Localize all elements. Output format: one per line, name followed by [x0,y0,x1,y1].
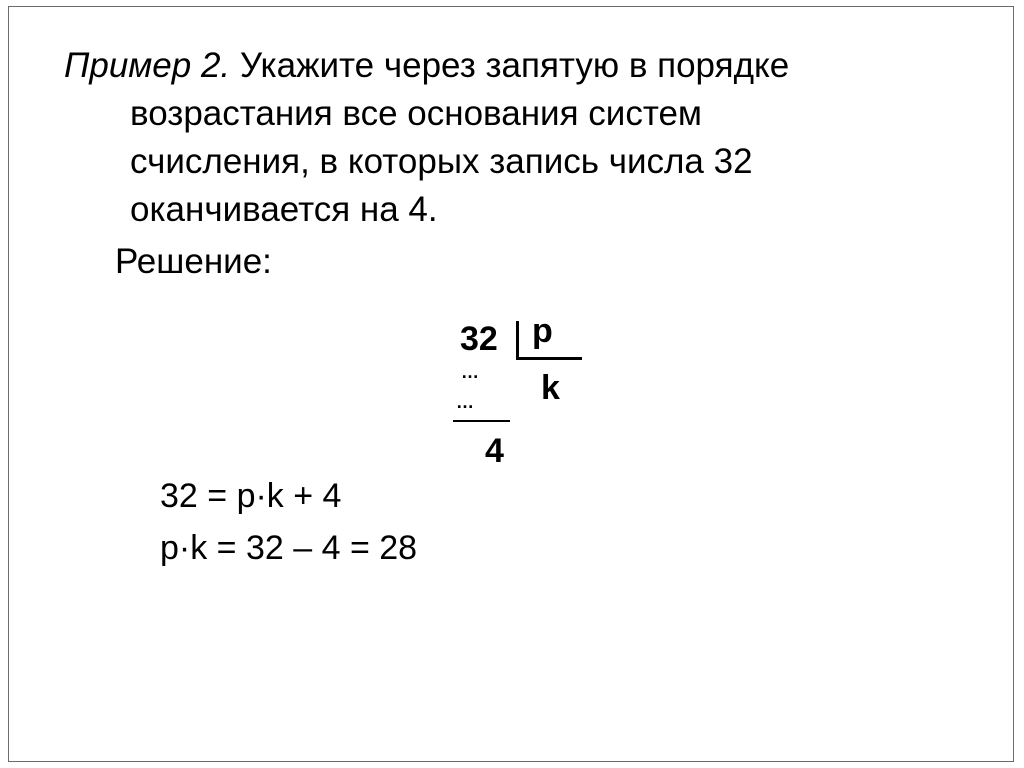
problem-label: Пример 2. [64,46,231,85]
equations-block [160,470,417,574]
division-dots-2: … [456,392,479,412]
problem-text-line-4: оканчивается на 4. [130,190,438,229]
division-remainder-line [453,420,510,422]
equation-1: 32 = p·k + 4 [160,477,342,515]
problem-text-line-3: счисления, в которых запись числа 32 [130,142,753,181]
division-dots-1: … [461,362,484,382]
problem-text-line-2: возрастания все основания систем [130,94,702,133]
problem-statement [64,42,944,234]
long-division-diagram [440,305,610,475]
problem-line-1 [64,42,944,90]
division-vertical-bar [516,321,519,359]
division-quotient: k [541,369,560,407]
division-divisor-underline [516,357,582,360]
solution-label: Решение: [115,242,272,281]
division-dividend: 32 [460,320,498,358]
equation-2: p·k = 32 – 4 = 28 [160,529,418,567]
division-remainder: 4 [485,432,504,470]
division-divisor: p [532,312,553,350]
problem-text-line-1: Укажите через запятую в порядке [239,46,790,85]
